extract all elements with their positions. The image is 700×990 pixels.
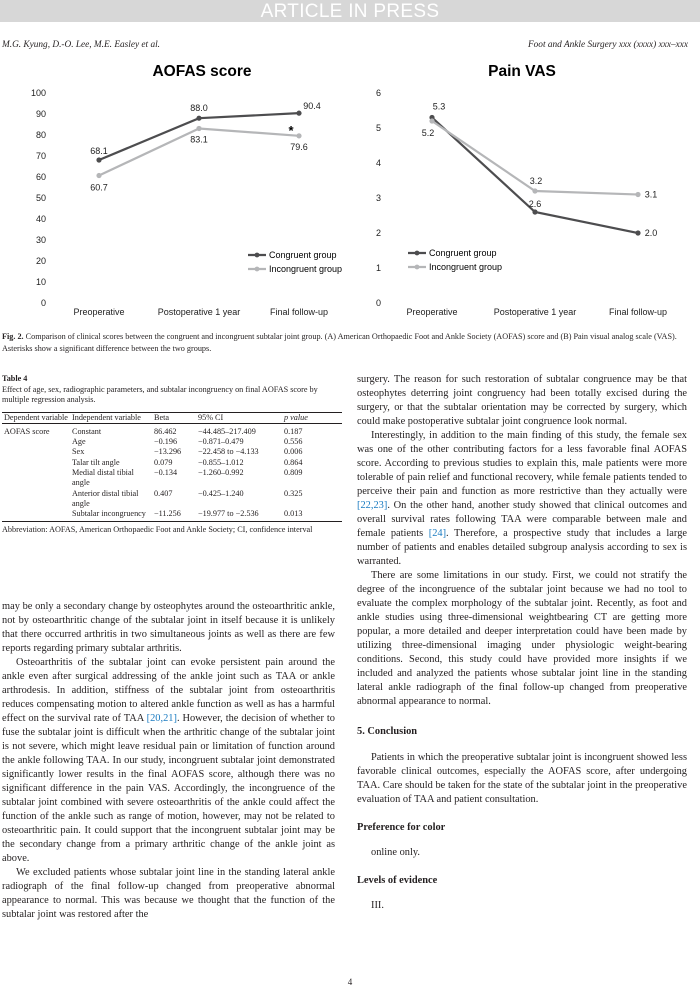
paragraph: online only. <box>371 847 420 858</box>
data-label: 90.4 <box>303 101 321 112</box>
page-number: 4 <box>347 977 353 987</box>
table-cell: Anterior distal tibial angle <box>72 488 139 508</box>
legend-marker <box>255 253 260 258</box>
legend-marker <box>255 267 260 272</box>
paragraph: We excluded patients whose subtalar joint line in the standing lateral ankle radiograph of the final follow-up changed from preoperative abnormal appearance to normal. This was because we thought that the function of the subtalar joint was restored after the <box>2 867 335 920</box>
regression-table <box>2 412 342 523</box>
table-cell: 0.187 <box>284 426 303 436</box>
table-cell: Sex <box>72 447 85 457</box>
column-header: Independent variable <box>72 412 141 422</box>
table-cell: Talar tilt angle <box>72 457 120 467</box>
column-header: Dependent variable <box>4 412 68 422</box>
legend-label: Congruent group <box>429 248 497 258</box>
legend-marker <box>415 251 420 256</box>
table-header-row <box>2 412 342 423</box>
data-label: 2.0 <box>644 228 658 238</box>
column-header: 95% CI <box>198 412 224 422</box>
table-cell: 86.462 <box>154 426 177 436</box>
table-footnote: Abbreviation: AOFAS, American Orthopaedic Foot and Ankle Society; CI, confidence interval <box>2 525 313 535</box>
y-tick-label: 20 <box>35 256 46 266</box>
paragraph: Patients in which the preoperative subtalar joint is incongruent showed less favorable clinical outcomes, especially the AOFAS score, after undergoing TAA. Care should be taken for the state of the subtalar joint in the preoperative evaluation of TAA and patient consultation. <box>357 752 687 805</box>
table-cell: 0.006 <box>284 447 303 457</box>
y-tick-label: 2 <box>375 228 381 238</box>
x-tick-label: Postoperative 1 year <box>493 307 577 317</box>
table-cell: 0.325 <box>284 488 303 498</box>
table-caption-text: Effect of age, sex, radiographic parameters, and subtalar incongruency on final AOFAS score by multiple regression analysis. <box>2 384 318 404</box>
data-label: 68.1 <box>90 145 108 156</box>
left-column-text <box>2 600 335 922</box>
table-cell: Subtalar incongruency <box>72 509 146 519</box>
table-cell: −0.196 <box>154 437 178 447</box>
table-cell: −0.871–0.479 <box>198 437 244 447</box>
data-label: 79.6 <box>290 141 308 152</box>
data-label: 88.0 <box>190 103 208 114</box>
data-label: 3.2 <box>529 176 543 186</box>
data-point <box>296 111 301 116</box>
x-tick-label: Final follow-up <box>269 307 329 317</box>
table-cell: 0.809 <box>284 467 303 477</box>
y-tick-label: 80 <box>35 130 46 140</box>
data-label: 3.1 <box>644 189 658 200</box>
article-in-press-banner: ARTICLE IN PRESS <box>0 0 700 22</box>
table-cell: Medial distal tibial angle <box>72 467 134 488</box>
table-cell <box>2 458 70 468</box>
figure-label: Fig. 2. <box>2 332 24 341</box>
x-tick-label: Preoperative <box>406 307 458 317</box>
table-cell <box>2 447 70 457</box>
chart-title: Pain VAS <box>488 63 556 80</box>
running-head-journal: Foot and Ankle Surgery xxx (xxxx) xxx–xxx <box>527 40 688 50</box>
data-point <box>196 126 201 131</box>
y-tick-label: 0 <box>40 298 46 308</box>
significance-asterisk: * <box>288 123 294 138</box>
paragraph: surgery. The reason for such restoration of subtalar congruence may be that osteophytes deterring joint congruency had been totally excised during the surgery, or that the subtalar orientation may be corrected by surgery, which could make postoperative subtalar joint congruence look normal. <box>357 374 687 427</box>
preference-heading: Preference for color <box>357 822 446 833</box>
y-tick-label: 70 <box>35 151 46 161</box>
x-tick-label: Postoperative 1 year <box>157 307 241 317</box>
levels-heading: Levels of evidence <box>357 875 438 886</box>
table-label: Table 4 <box>2 374 28 383</box>
table-cell <box>2 509 70 522</box>
table-cell: −0.855–1.012 <box>198 457 244 467</box>
table-cell: −19.977 to −2.536 <box>198 509 259 519</box>
data-point <box>296 133 301 138</box>
citation-link[interactable]: [22,23] <box>357 500 388 511</box>
y-tick-label: 10 <box>35 277 46 287</box>
y-tick-label: 60 <box>35 172 46 182</box>
data-point <box>96 157 101 162</box>
paragraph: There are some limitations in our study. First, we could not stratify the degree of the incongruence of the subtalar joint because we had no tool to evaluate the complex morphology of the subtalar joint. Recently, as foot and ankle studies using three-dimensional weightbearing CT are getting more popular, a more detailed and deeper interpretation could have been made by utilizing three-dimensional imaging under physiologic weight-bearing conditions. Second, this study could have provided more insights if we included and analyzed the patients whose subtalar joint line in the standing lateral ankle radiograph of the final follow-up changed from preoperative abnormal appearance to normal. <box>357 570 687 707</box>
paragraph: may be only a secondary change by osteophytes around the osteoarthritic ankle, not by osteoarthritic change of the subtalar joint in itself because it is unlikely that there occurred arthritis in two simultaneous joints as well as there are few reports regarding primary subtalar arthritis. <box>2 601 335 654</box>
y-tick-label: 50 <box>35 193 46 203</box>
y-tick-label: 5 <box>375 123 381 133</box>
y-tick-label: 90 <box>35 109 46 119</box>
table-cell: −0.134 <box>154 467 178 477</box>
table-cell <box>2 437 70 447</box>
legend-marker <box>415 265 420 270</box>
y-tick-label: 100 <box>30 88 46 98</box>
table-cell: 0.556 <box>284 437 303 447</box>
conclusion-heading: 5. Conclusion <box>357 726 418 737</box>
table-cell: 0.013 <box>284 509 303 519</box>
table-cell <box>2 489 70 510</box>
table-row <box>2 458 342 468</box>
data-point <box>429 118 434 123</box>
table-row <box>2 423 342 437</box>
y-tick-label: 1 <box>375 263 381 273</box>
pain-vas-chart <box>356 55 692 325</box>
table-row <box>2 468 342 489</box>
y-tick-label: 0 <box>375 298 381 308</box>
citation-link[interactable]: [24] <box>428 528 447 539</box>
citation-link[interactable]: [20,21] <box>146 713 177 724</box>
figure-caption <box>2 331 687 354</box>
y-tick-label: 3 <box>375 193 381 203</box>
y-tick-label: 6 <box>375 88 381 98</box>
data-point <box>532 209 537 214</box>
data-label: 5.3 <box>432 101 446 112</box>
data-point <box>96 173 101 178</box>
chart-title: AOFAS score <box>152 63 252 80</box>
table-4 <box>2 374 342 536</box>
paragraph: III. <box>371 900 384 911</box>
data-point <box>635 192 640 197</box>
y-tick-label: 40 <box>35 214 46 224</box>
table-cell: −44.485–217.409 <box>198 426 256 436</box>
table-caption <box>2 374 342 406</box>
table-cell: 0.864 <box>284 457 303 467</box>
table-cell: −1.260–0.992 <box>198 467 244 477</box>
data-label: 5.2 <box>421 128 435 138</box>
table-cell: −22.458 to −4.133 <box>198 447 259 457</box>
legend-label: Congruent group <box>269 250 337 260</box>
table-cell: Age <box>72 437 86 447</box>
table-cell: −11.256 <box>154 509 181 519</box>
column-header: p value <box>284 412 308 422</box>
table-row <box>2 437 342 447</box>
data-label: 83.1 <box>190 134 208 145</box>
y-tick-label: 30 <box>35 235 46 245</box>
data-point <box>635 230 640 235</box>
running-head-authors: M.G. Kyung, D.-O. Lee, M.E. Easley et al. <box>2 40 161 50</box>
table-row <box>2 447 342 457</box>
data-point <box>196 116 201 121</box>
table-cell: 0.079 <box>154 457 173 467</box>
table-cell: Constant <box>72 426 102 436</box>
table-cell: −13.296 <box>154 447 182 457</box>
table-cell: 0.407 <box>154 488 173 498</box>
table-cell: −0.425–1.240 <box>198 488 244 498</box>
table-cell <box>2 468 70 489</box>
aofas-score-chart <box>20 55 356 325</box>
column-header: Beta <box>154 412 170 422</box>
table-cell: AOFAS score <box>4 426 50 436</box>
y-tick-label: 4 <box>375 158 381 168</box>
data-point <box>532 188 537 193</box>
paragraph: Interestingly, in addition to the main finding of this study, the female sex was one of the other contributing factors for a less favorable final AOFAS score. According to previous studies to explain this, male patients were more tolerable of pain relief and functional recovery, while female patients tended to perceive their pain and function as more restrictive than they actually were [22,23]. On the other hand, another study showed that clinical outcomes and overall survival rates following TAA were comparable between male and female patients [24]. Therefore, a prospective study that includes a large number of patients and enables detailed subgroup analysis according to sex is warranted. <box>357 430 687 567</box>
right-column-text <box>357 373 687 913</box>
table-row <box>2 509 342 522</box>
paragraph: Osteoarthritis of the subtalar joint can evoke persistent pain around the ankle even after surgical addressing of the ankle joint such as TAA or ankle arthrodesis. In addition, stiffness of the subtalar joint from osteoarthritis reduces compensating motion to altered ankle function as well as has a harmful effect on the survival rate of TAA [20,21]. However, the decision of whether to fuse the subtalar joint is difficult when the arthritic change of the subtalar joint is not severe, which might leave residual pain or limitation of function around the ankle following TAA. In our study, incongruent subtalar joint demonstrated significantly lower results in the final AOFAS score, although there was no significant difference in the pain VAS. Accordingly, the incongruence of the subtalar joint combined with severe osteoarthritis of the ankle could affect the function of the ankle such as range of motion, however, may not be related to osteoarthritic pain. It could support that the incongruent subtalar joint may be the secondary change from a primary arthritic change of the ankle joint as above. <box>2 657 335 864</box>
figure-caption-text: Comparison of clinical scores between the congruent and incongruent subtalar joint group. (A) American Orthopaedic Foot and Ankle Society (AOFAS) score and (B) Pain visual analog scale (VAS). Asterisks show a significant difference between the two groups. <box>2 332 677 353</box>
legend-label: Incongruent group <box>429 262 503 272</box>
x-tick-label: Preoperative <box>73 307 125 317</box>
data-label: 2.6 <box>528 199 542 209</box>
data-label: 60.7 <box>90 182 108 193</box>
x-tick-label: Final follow-up <box>608 307 668 317</box>
table-row <box>2 489 342 510</box>
legend-label: Incongruent group <box>269 264 343 274</box>
